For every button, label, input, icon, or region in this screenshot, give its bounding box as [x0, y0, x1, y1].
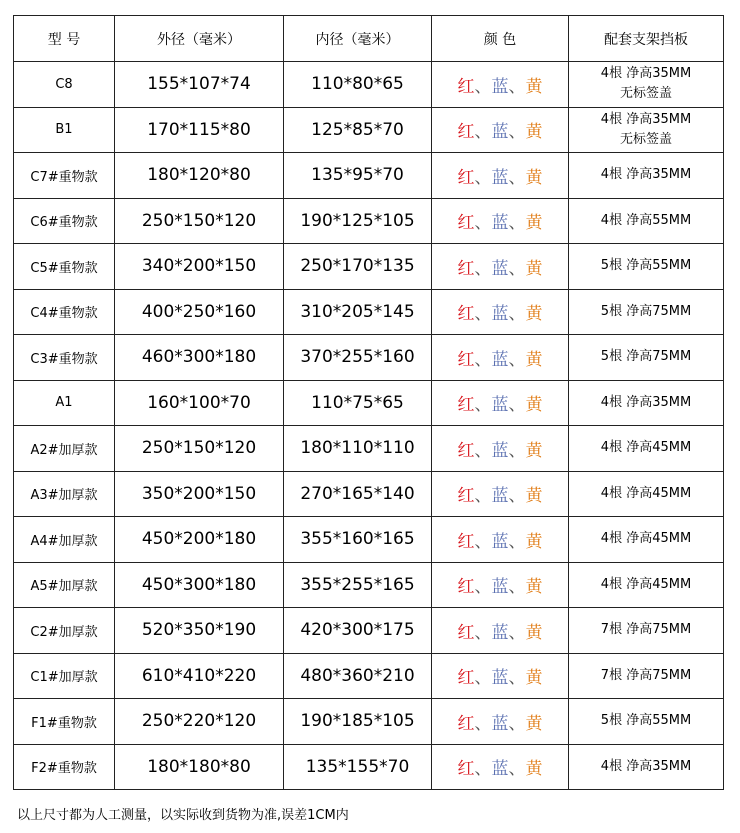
bracket-line: 5根 净高55MM [600, 713, 692, 729]
color-separator: 、 [508, 668, 526, 689]
bracket-cell [569, 744, 724, 790]
model-cell: C8 [14, 62, 115, 108]
outer-size-cell: 170*115*80 [115, 107, 284, 153]
color-separator: 、 [508, 622, 526, 643]
inner-size-cell: 190*125*105 [284, 198, 432, 244]
color-red: 红 [457, 622, 475, 643]
header-model: 型 号 [14, 16, 115, 62]
bracket-line: 4根 净高35MM [600, 66, 692, 82]
color-blue: 蓝 [491, 759, 509, 780]
bracket-cell [569, 335, 724, 381]
bracket-line: 7根 净高75MM [600, 622, 692, 638]
table-row [14, 517, 724, 563]
color-yellow: 黄 [525, 713, 543, 734]
color-separator: 、 [474, 577, 492, 598]
color-separator: 、 [508, 213, 526, 234]
color-blue: 蓝 [491, 622, 509, 643]
footnote: 以上尺寸都为人工测量，以实际收到货物为准,误差1CM内 [17, 808, 349, 823]
bracket-line: 无标签盖 [619, 131, 672, 147]
inner-size-cell: 270*165*140 [284, 471, 432, 517]
color-red: 红 [457, 531, 475, 552]
color-blue: 蓝 [491, 349, 509, 370]
color-yellow: 黄 [525, 577, 543, 598]
table-row [14, 244, 724, 290]
color-separator: 、 [474, 349, 492, 370]
color-cell [432, 562, 569, 608]
bracket-line: 4根 净高35MM [600, 758, 692, 774]
color-yellow: 黄 [525, 668, 543, 689]
color-red: 红 [457, 76, 475, 97]
outer-size-cell: 450*300*180 [115, 562, 284, 608]
color-cell [432, 289, 569, 335]
color-yellow: 黄 [525, 440, 543, 461]
color-blue: 蓝 [491, 258, 509, 279]
table-row [14, 426, 724, 472]
color-cell [432, 62, 569, 108]
model-cell: A1 [14, 380, 115, 426]
model-cell: C2#加厚款 [14, 608, 115, 654]
inner-size-cell: 110*75*65 [284, 380, 432, 426]
bracket-cell [569, 380, 724, 426]
bracket-cell [569, 699, 724, 745]
outer-size-cell: 460*300*180 [115, 335, 284, 381]
table-row [14, 380, 724, 426]
bracket-line: 4根 净高35MM [600, 394, 692, 410]
color-yellow: 黄 [525, 531, 543, 552]
model-cell: A2#加厚款 [14, 426, 115, 472]
bracket-line: 4根 净高45MM [600, 485, 692, 501]
inner-size-cell: 370*255*160 [284, 335, 432, 381]
inner-size-cell: 135*155*70 [284, 744, 432, 790]
inner-size-cell: 420*300*175 [284, 608, 432, 654]
table-row [14, 608, 724, 654]
color-yellow: 黄 [525, 395, 543, 416]
bracket-cell [569, 426, 724, 472]
color-separator: 、 [508, 713, 526, 734]
color-yellow: 黄 [525, 304, 543, 325]
color-cell [432, 107, 569, 153]
outer-size-cell: 520*350*190 [115, 608, 284, 654]
color-separator: 、 [508, 486, 526, 507]
table-row [14, 289, 724, 335]
outer-size-cell: 250*220*120 [115, 699, 284, 745]
bracket-line: 5根 净高75MM [600, 303, 692, 319]
color-red: 红 [457, 349, 475, 370]
model-cell: C6#重物款 [14, 198, 115, 244]
bracket-cell [569, 608, 724, 654]
outer-size-cell: 250*150*120 [115, 198, 284, 244]
model-cell: C1#加厚款 [14, 653, 115, 699]
bracket-line: 4根 净高45MM [600, 440, 692, 456]
spec-table [13, 15, 724, 790]
color-red: 红 [457, 577, 475, 598]
color-blue: 蓝 [491, 213, 509, 234]
outer-size-cell: 400*250*160 [115, 289, 284, 335]
color-separator: 、 [508, 577, 526, 598]
bracket-line: 4根 净高55MM [600, 212, 692, 228]
table-row [14, 471, 724, 517]
bracket-cell [569, 289, 724, 335]
outer-size-cell: 160*100*70 [115, 380, 284, 426]
color-red: 红 [457, 713, 475, 734]
model-cell: C5#重物款 [14, 244, 115, 290]
color-red: 红 [457, 668, 475, 689]
model-cell: F2#重物款 [14, 744, 115, 790]
color-separator: 、 [474, 122, 492, 143]
color-separator: 、 [474, 258, 492, 279]
color-cell [432, 699, 569, 745]
inner-size-cell: 110*80*65 [284, 62, 432, 108]
color-red: 红 [457, 440, 475, 461]
header-bracket: 配套支架挡板 [569, 16, 724, 62]
color-separator: 、 [474, 213, 492, 234]
color-separator: 、 [508, 304, 526, 325]
color-cell [432, 380, 569, 426]
bracket-cell [569, 244, 724, 290]
color-blue: 蓝 [491, 440, 509, 461]
table-row [14, 653, 724, 699]
color-separator: 、 [474, 440, 492, 461]
color-red: 红 [457, 213, 475, 234]
model-cell: A3#加厚款 [14, 471, 115, 517]
header-inner-size: 内径（毫米） [284, 16, 432, 62]
bracket-cell [569, 471, 724, 517]
color-cell [432, 426, 569, 472]
outer-size-cell: 155*107*74 [115, 62, 284, 108]
color-red: 红 [457, 395, 475, 416]
color-cell [432, 471, 569, 517]
color-yellow: 黄 [525, 258, 543, 279]
color-blue: 蓝 [491, 577, 509, 598]
color-separator: 、 [508, 76, 526, 97]
color-blue: 蓝 [491, 531, 509, 552]
color-separator: 、 [508, 122, 526, 143]
outer-size-cell: 180*180*80 [115, 744, 284, 790]
bracket-cell [569, 562, 724, 608]
color-red: 红 [457, 486, 475, 507]
color-separator: 、 [474, 76, 492, 97]
model-cell: C3#重物款 [14, 335, 115, 381]
color-red: 红 [457, 167, 475, 188]
bracket-cell [569, 653, 724, 699]
inner-size-cell: 480*360*210 [284, 653, 432, 699]
color-separator: 、 [508, 759, 526, 780]
outer-size-cell: 450*200*180 [115, 517, 284, 563]
model-cell: A5#加厚款 [14, 562, 115, 608]
color-separator: 、 [508, 258, 526, 279]
table-row [14, 744, 724, 790]
bracket-cell [569, 153, 724, 199]
outer-size-cell: 350*200*150 [115, 471, 284, 517]
table-row [14, 335, 724, 381]
color-cell [432, 244, 569, 290]
color-separator: 、 [474, 395, 492, 416]
table-row [14, 62, 724, 108]
outer-size-cell: 250*150*120 [115, 426, 284, 472]
inner-size-cell: 355*160*165 [284, 517, 432, 563]
inner-size-cell: 310*205*145 [284, 289, 432, 335]
color-red: 红 [457, 122, 475, 143]
color-separator: 、 [474, 759, 492, 780]
color-blue: 蓝 [491, 486, 509, 507]
color-separator: 、 [474, 713, 492, 734]
color-yellow: 黄 [525, 167, 543, 188]
bracket-line: 4根 净高35MM [600, 111, 692, 127]
color-blue: 蓝 [491, 395, 509, 416]
bracket-line: 无标签盖 [619, 86, 672, 102]
color-blue: 蓝 [491, 122, 509, 143]
color-yellow: 黄 [525, 76, 543, 97]
inner-size-cell: 135*95*70 [284, 153, 432, 199]
color-blue: 蓝 [491, 713, 509, 734]
color-cell [432, 198, 569, 244]
color-cell [432, 517, 569, 563]
color-separator: 、 [474, 486, 492, 507]
model-cell: C7#重物款 [14, 153, 115, 199]
bracket-line: 4根 净高45MM [600, 576, 692, 592]
color-cell [432, 608, 569, 654]
color-yellow: 黄 [525, 622, 543, 643]
color-blue: 蓝 [491, 76, 509, 97]
bracket-cell [569, 517, 724, 563]
model-cell: B1 [14, 107, 115, 153]
header-outer-size: 外径（毫米） [115, 16, 284, 62]
outer-size-cell: 610*410*220 [115, 653, 284, 699]
color-red: 红 [457, 304, 475, 325]
model-cell: C4#重物款 [14, 289, 115, 335]
bracket-line: 5根 净高55MM [600, 258, 692, 274]
color-separator: 、 [508, 167, 526, 188]
model-cell: F1#重物款 [14, 699, 115, 745]
color-red: 红 [457, 759, 475, 780]
color-blue: 蓝 [491, 304, 509, 325]
color-separator: 、 [474, 304, 492, 325]
header-color: 颜 色 [432, 16, 569, 62]
color-yellow: 黄 [525, 759, 543, 780]
color-cell [432, 335, 569, 381]
table-row [14, 198, 724, 244]
color-yellow: 黄 [525, 486, 543, 507]
color-yellow: 黄 [525, 213, 543, 234]
color-cell [432, 744, 569, 790]
color-separator: 、 [508, 395, 526, 416]
color-separator: 、 [474, 531, 492, 552]
bracket-line: 4根 净高45MM [600, 531, 692, 547]
color-separator: 、 [474, 622, 492, 643]
outer-size-cell: 180*120*80 [115, 153, 284, 199]
bracket-cell [569, 198, 724, 244]
color-blue: 蓝 [491, 668, 509, 689]
bracket-line: 4根 净高35MM [600, 167, 692, 183]
bracket-cell [569, 62, 724, 108]
bracket-cell [569, 107, 724, 153]
color-separator: 、 [508, 349, 526, 370]
color-separator: 、 [508, 440, 526, 461]
color-separator: 、 [508, 531, 526, 552]
table-row [14, 107, 724, 153]
table-row [14, 699, 724, 745]
table-row [14, 562, 724, 608]
color-blue: 蓝 [491, 167, 509, 188]
color-red: 红 [457, 258, 475, 279]
outer-size-cell: 340*200*150 [115, 244, 284, 290]
color-separator: 、 [474, 668, 492, 689]
color-separator: 、 [474, 167, 492, 188]
color-yellow: 黄 [525, 349, 543, 370]
table-row [14, 153, 724, 199]
color-cell [432, 153, 569, 199]
bracket-line: 5根 净高75MM [600, 349, 692, 365]
inner-size-cell: 355*255*165 [284, 562, 432, 608]
color-yellow: 黄 [525, 122, 543, 143]
table-header-row [14, 16, 724, 62]
model-cell: A4#加厚款 [14, 517, 115, 563]
inner-size-cell: 190*185*105 [284, 699, 432, 745]
inner-size-cell: 125*85*70 [284, 107, 432, 153]
color-cell [432, 653, 569, 699]
inner-size-cell: 250*170*135 [284, 244, 432, 290]
bracket-line: 7根 净高75MM [600, 667, 692, 683]
inner-size-cell: 180*110*110 [284, 426, 432, 472]
table-body [14, 62, 724, 790]
